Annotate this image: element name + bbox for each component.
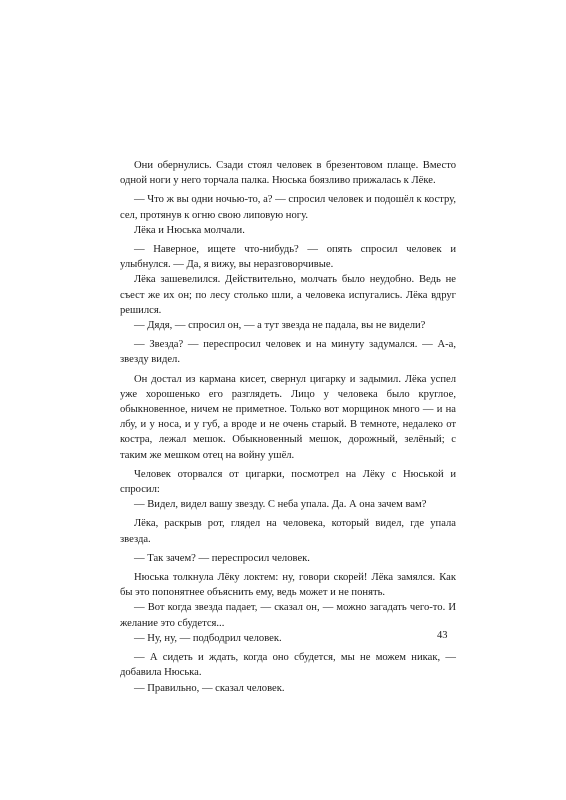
page-number: 43 — [437, 630, 448, 641]
paragraph: — Правильно, — сказал человек. — [134, 682, 285, 694]
paragraph: — Видел, видел вашу звезду. С неба упала. Да. А она зачем вам? — [134, 499, 427, 511]
paragraph: Они обернулись. Сзади стоял человек в брезентовом плаще. Вместо одной ноги у него торчала палка. Нюська боязливо прижалась к Лёке. — [120, 160, 456, 187]
paragraph: Лёка зашевелился. Действительно, молчать было неудобно. Ведь не съест же их он; по лесу столько шли, а человека испугались. Лёка вдруг решился. — [120, 274, 456, 316]
paragraph: — Звезда? — переспросил человек и на минуту задумался. — А-а, звезду видел. — [120, 339, 456, 366]
paragraph: Лёка и Нюська молчали. — [134, 224, 245, 236]
paragraph: Человек оторвался от цигарки, посмотрел на Лёку с Нюськой и спросил: — [120, 468, 456, 496]
paragraph: — Что ж вы одни ночью-то, а? — спросил человек и подошёл к костру, сел, протянув к огню свою липовую ногу. — [120, 194, 456, 221]
paragraph: Он достал из кармана кисет, свернул цигарку и задымил. Лёка успел уже хорошенько его разглядеть. Лицо у человека было круглое, обыкновенное, ничем не приметное. Только вот морщинок много — и на лбу, и у носа, и у губ, а вроде и не очень старый. В темноте, недалеко от костра, лежал мешок. Обыкновенный мешок, дорожный, зелёный; с таким же мешком отец на войну ушёл. — [120, 373, 456, 461]
paragraph: — Вот когда звезда падает, — сказал он, — можно загадать чего-то. И желание это сбудется... — [120, 602, 456, 629]
paragraph: — Так зачем? — переспросил человек. — [134, 552, 310, 564]
paragraph: — Наверное, ищете что-нибудь? — опять спросил человек и улыбнулся. — Да, я вижу, вы неразговорчивые. — [120, 244, 456, 271]
paragraph: Нюська толкнула Лёку локтем: ну, говори скорей! Лёка замялся. Как бы это попонятнее объяснить ему, ведь может и не понять. — [120, 572, 456, 599]
paragraph: — А сидеть и ждать, когда оно сбудется, мы не можем никак, — добавила Нюська. — [120, 652, 456, 679]
body-text — [120, 158, 456, 696]
paragraph: — Дядя, — спросил он, — а тут звезда не падала, вы не видели? — [134, 320, 426, 332]
paragraph: — Ну, ну, — подбодрил человек. — [134, 632, 282, 644]
paragraph: Лёка, раскрыв рот, глядел на человека, который видел, где упала звезда. — [120, 518, 456, 545]
